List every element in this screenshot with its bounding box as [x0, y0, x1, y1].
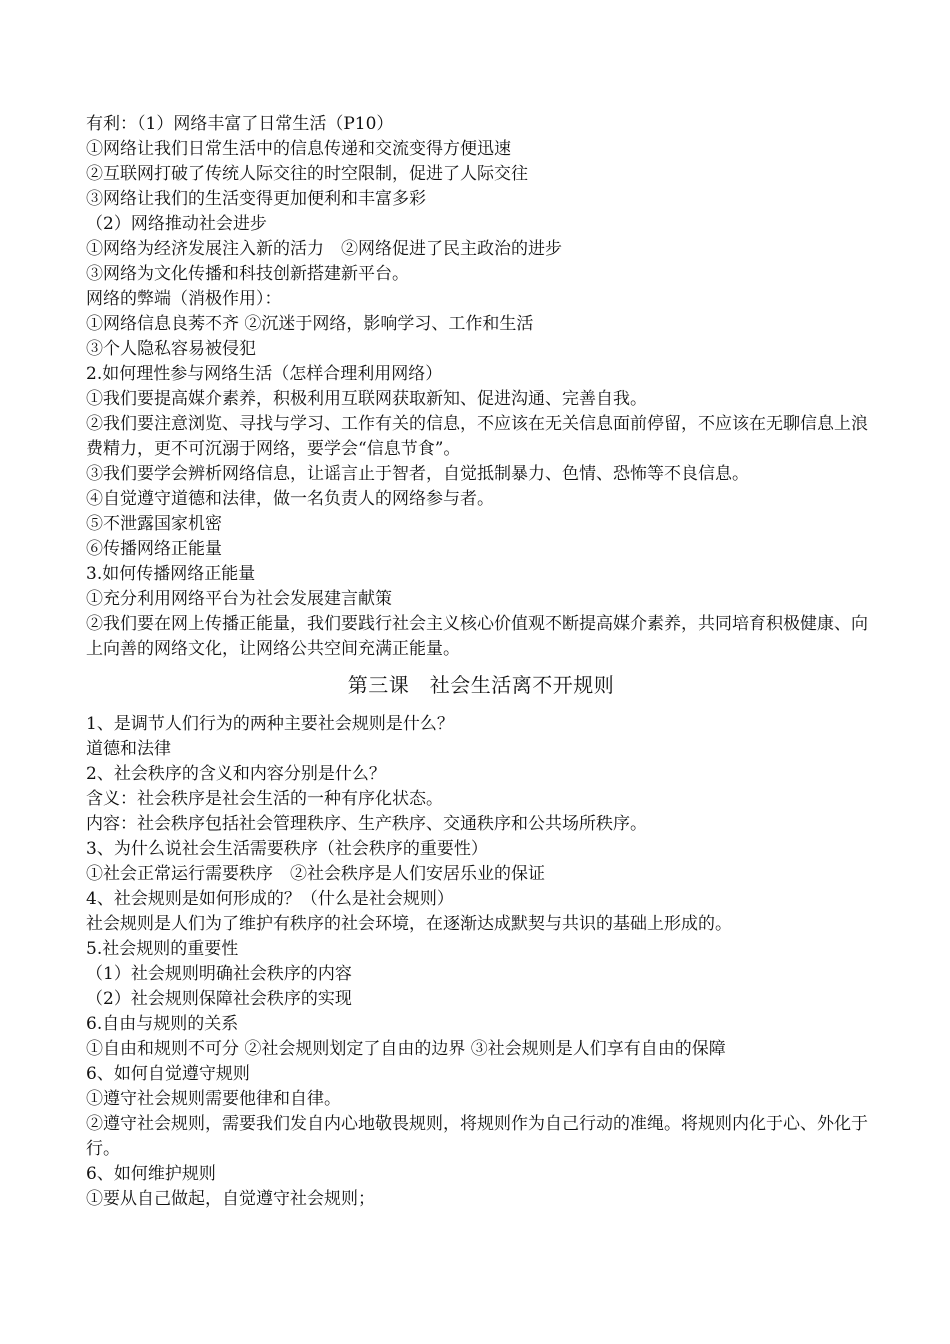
text-line: ③我们要学会辨析网络信息，让谣言止于智者，自觉抵制暴力、色情、恐怖等不良信息。: [86, 464, 749, 484]
text-line: ①充分利用网络平台为社会发展建言献策: [86, 589, 392, 609]
text-line: ①遵守社会规则需要他律和自律。: [86, 1089, 341, 1109]
text-line: ③个人隐私容易被侵犯: [86, 339, 256, 359]
text-paragraph: ②我们要注意浏览、寻找与学习、工作有关的信息，不应该在无关信息面前停留，不应该在无聊信息上浪费精力，更不可沉溺于网络，要学会“信息节食”。: [86, 414, 868, 459]
question-line: 6、如何自觉遵守规则: [86, 1064, 250, 1084]
text-line: 内容：社会秩序包括社会管理秩序、生产秩序、交通秩序和公共场所秩序。: [86, 814, 647, 834]
text-line: ②互联网打破了传统人际交往的时空限制，促进了人际交往: [86, 164, 528, 184]
text-line: ③网络为文化传播和科技创新搭建新平台。: [86, 264, 409, 284]
section-heading: 3.如何传播网络正能量: [86, 564, 256, 584]
lesson-title: 第三课 社会生活离不开规则: [347, 673, 615, 697]
text-paragraph: ②遵守社会规则，需要我们发自内心地敬畏规则，将规则作为自己行动的准绳。将规则内化于心、外化于行。: [86, 1114, 868, 1159]
text-line: （1）社会规则明确社会秩序的内容: [86, 964, 352, 984]
question-line: 4、社会规则是如何形成的？（什么是社会规则）: [86, 889, 454, 909]
text-line: ④自觉遵守道德和法律，做一名负责人的网络参与者。: [86, 489, 494, 509]
text-line: 网络的弊端（消极作用）：: [86, 289, 282, 309]
text-line: ①网络为经济发展注入新的活力 ②网络促进了民主政治的进步: [86, 239, 562, 259]
question-line: 1、是调节人们行为的两种主要社会规则是什么？: [86, 714, 454, 734]
text-line: 道德和法律: [86, 739, 171, 759]
text-line: ③网络让我们的生活变得更加便利和丰富多彩: [86, 189, 426, 209]
text-line: （2）社会规则保障社会秩序的实现: [86, 989, 352, 1009]
text-line: ①社会正常运行需要秩序 ②社会秩序是人们安居乐业的保证: [86, 864, 545, 884]
text-line: ①网络信息良莠不齐 ②沉迷于网络，影响学习、工作和生活: [86, 314, 534, 334]
text-line: ①我们要提高媒介素养，积极利用互联网获取新知、促进沟通、完善自我。: [86, 389, 647, 409]
text-line: ①要从自己做起，自觉遵守社会规则；: [86, 1189, 375, 1209]
text-paragraph: ②我们要在网上传播正能量，我们要践行社会主义核心价值观不断提高媒介素养，共同培育积极健康、向上向善的网络文化，让网络公共空间充满正能量。: [86, 614, 868, 659]
section-heading: 5.社会规则的重要性: [86, 939, 239, 959]
text-line: 社会规则是人们为了维护有秩序的社会环境，在逐渐达成默契与共识的基础上形成的。: [86, 914, 732, 934]
question-line: 6、如何维护规则: [86, 1164, 216, 1184]
text-line: ①网络让我们日常生活中的信息传递和交流变得方便迅速: [86, 139, 511, 159]
document-body: [86, 112, 876, 1212]
text-line: ⑤不泄露国家机密: [86, 514, 222, 534]
question-line: 2、社会秩序的含义和内容分别是什么？: [86, 764, 386, 784]
text-line: 含义：社会秩序是社会生活的一种有序化状态。: [86, 789, 443, 809]
text-line: ①自由和规则不可分 ②社会规则划定了自由的边界 ③社会规则是人们享有自由的保障: [86, 1039, 726, 1059]
text-line: 有利：（1）网络丰富了日常生活（P10）: [86, 114, 394, 134]
section-heading: 2.如何理性参与网络生活（怎样合理利用网络）: [86, 364, 443, 384]
section-heading: 6.自由与规则的关系: [86, 1014, 239, 1034]
text-line: ⑥传播网络正能量: [86, 539, 222, 559]
text-line: （2）网络推动社会进步: [86, 214, 267, 234]
question-line: 3、为什么说社会生活需要秩序（社会秩序的重要性）: [86, 839, 488, 859]
